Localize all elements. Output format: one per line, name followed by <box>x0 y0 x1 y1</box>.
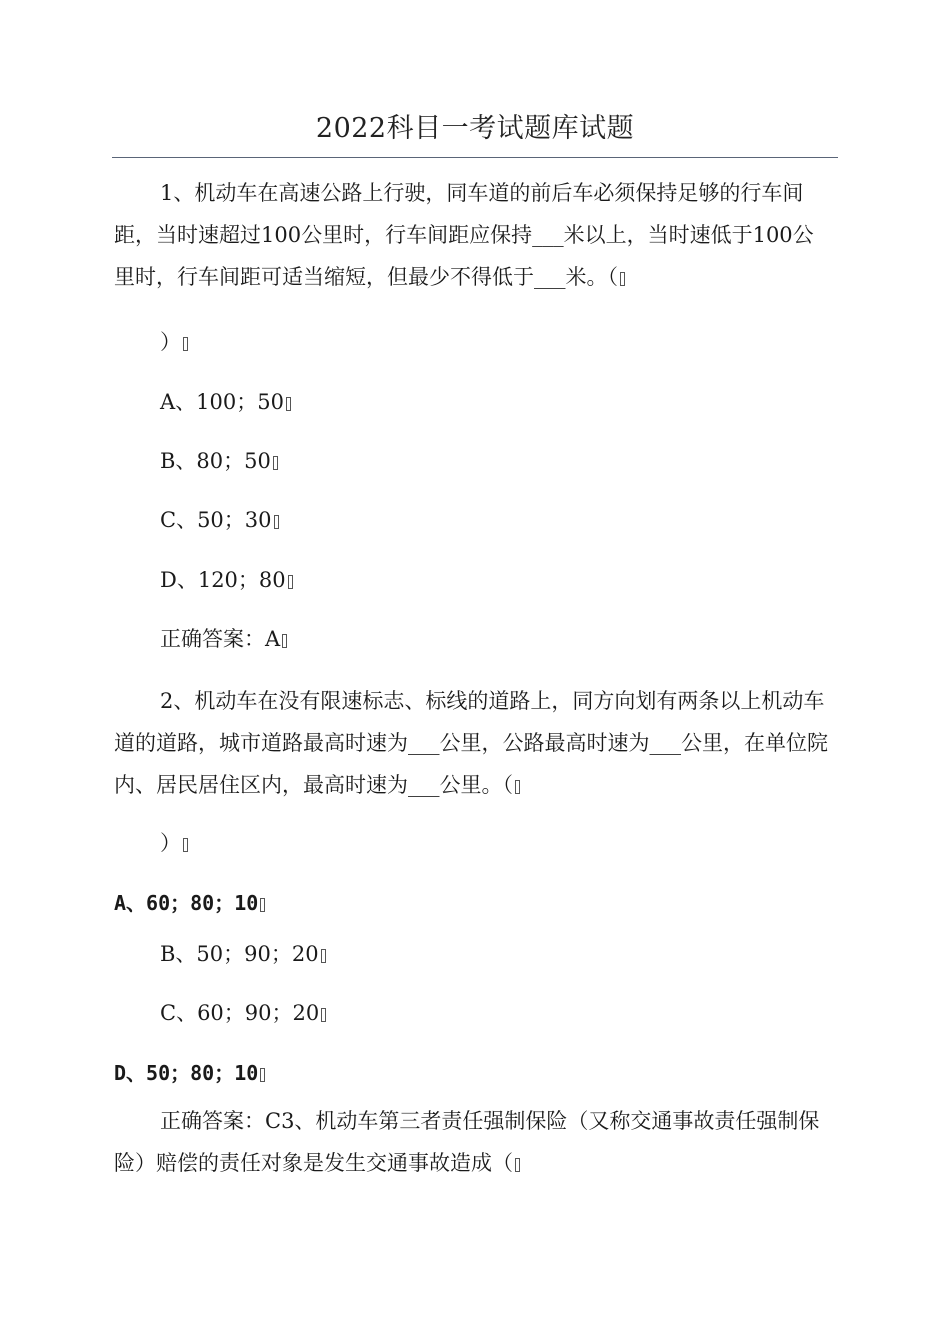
placeholder-mark <box>286 397 291 411</box>
option-text: C、60；90；20 <box>160 1001 320 1025</box>
question-2-option-c <box>160 999 326 1027</box>
question-1-close <box>160 328 188 356</box>
document-title: 2022科目一考试题库试题 <box>315 113 635 144</box>
title-divider <box>112 157 838 158</box>
answer-text: 正确答案：A <box>160 627 281 651</box>
close-paren: ） <box>160 831 181 855</box>
placeholder-mark <box>274 515 279 529</box>
question-2 <box>114 680 834 806</box>
option-text: D、50；80；10 <box>114 1061 259 1085</box>
placeholder-mark <box>321 949 326 963</box>
option-text: A、100；50 <box>160 390 284 414</box>
placeholder-mark <box>515 780 520 794</box>
option-text: C、50；30 <box>160 508 272 532</box>
option-text: D、120；80 <box>160 568 286 592</box>
question-3-text: 正确答案：C3、机动车第三者责任强制保险（又称交通事故责任强制保险）赔偿的责任对象是发生交通事故造成（ <box>114 1109 820 1175</box>
close-paren: ） <box>160 330 181 354</box>
option-text: A、60；80；10 <box>114 891 259 915</box>
question-3 <box>114 1100 834 1184</box>
question-1-option-c <box>160 506 279 534</box>
question-1-option-b <box>160 447 278 475</box>
question-2-option-d <box>114 1059 265 1087</box>
question-1-text: 1、机动车在高速公路上行驶，同车道的前后车必须保持足够的行车间距，当时速超过100公里时，行车间距应保持___米以上，当时速低于100公里时，行车间距可适当缩短，但最少不得低于___米。（ <box>114 181 814 289</box>
option-text: B、50；90；20 <box>160 942 319 966</box>
question-2-close <box>160 829 188 857</box>
question-1 <box>114 172 834 298</box>
placeholder-mark <box>183 838 188 852</box>
question-1-option-d <box>160 566 293 594</box>
placeholder-mark <box>183 337 188 351</box>
question-1-option-a <box>160 388 291 416</box>
question-2-option-a <box>114 889 265 917</box>
question-2-option-b <box>160 940 326 968</box>
option-text: B、80；50 <box>160 449 271 473</box>
placeholder-mark <box>260 898 265 912</box>
placeholder-mark <box>620 272 625 286</box>
placeholder-mark <box>282 634 287 648</box>
placeholder-mark <box>260 1068 265 1082</box>
placeholder-mark <box>288 575 293 589</box>
placeholder-mark <box>321 1008 326 1022</box>
placeholder-mark <box>273 456 278 470</box>
placeholder-mark <box>515 1158 520 1172</box>
question-1-answer <box>160 625 287 653</box>
question-2-text: 2、机动车在没有限速标志、标线的道路上，同方向划有两条以上机动车道的道路，城市道路最高时速为___公里，公路最高时速为___公里，在单位院内、居民居住区内，最高时速为___公里。（ <box>114 689 828 797</box>
